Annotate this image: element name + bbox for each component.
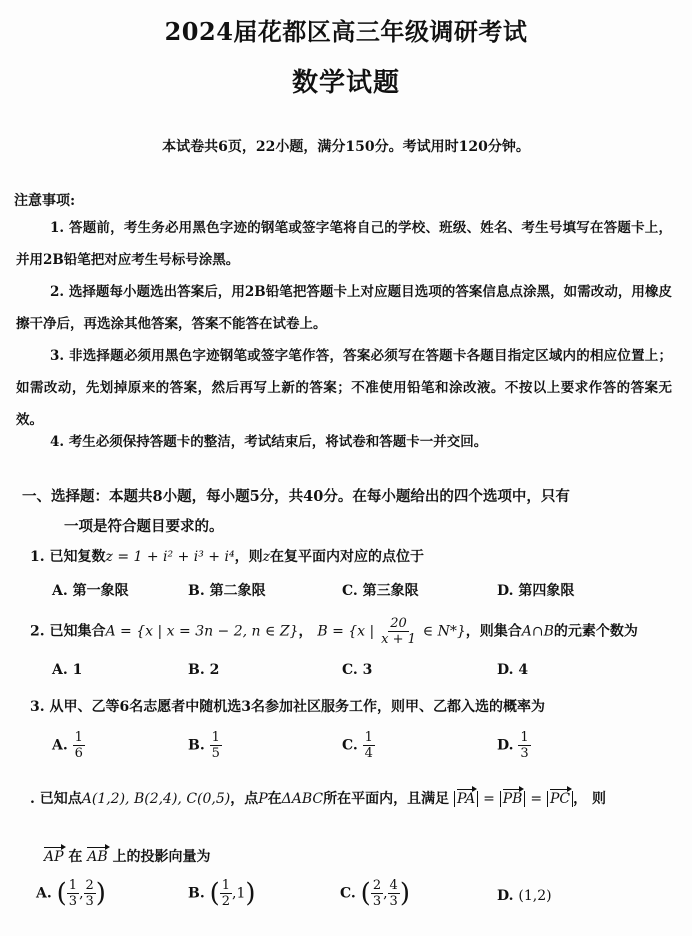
q1-option-d: D. 第四象限 — [497, 583, 575, 599]
question-number: 3. — [30, 699, 45, 715]
fraction: $\frac{20}{x + 1}$ — [381, 616, 416, 647]
notice-item-1: 1. 答题前，考生务必用黑色字迹的钢笔或签字笔将自己的学校、班级、姓名、考生号填写在答题卡上，并用2B铅笔把对应考生号标号涂黑。 — [16, 220, 672, 268]
q3-option-c: C. $\frac{1}{4}$ — [342, 730, 373, 761]
q4-option-c: C. ( $\frac{2}{3}$ , $\frac{4}{3}$ ) — [340, 878, 410, 909]
q4-option-a: A. ( $\frac{1}{3}$ , $\frac{2}{3}$ ) — [36, 878, 106, 909]
question-3: 3. 从甲、乙等6名志愿者中随机选3名参加社区服务工作，则甲、乙都入选的概率为 — [30, 699, 545, 715]
question-2: 2. 已知集合A = {x | x = 3n − 2, n ∈ Z}， B = {x | $\frac{20}{x + 1}$ ∈ N*}，则集合A∩B的元素个数为 — [30, 616, 638, 647]
q2-option-c: C. 3 — [342, 662, 373, 678]
notice-item-3: 3. 非选择题必须用黑色字迹钢笔或签字笔作答，答案必须写在答题卡各题目指定区域内的相应位置上；如需改动，先划掉原来的答案，然后再写上新的答案；不准使用铅笔和涂改液。不按以上要求作答的答案无效。 — [16, 348, 672, 428]
formula: z = 1 + i² + i³ + i⁴ — [105, 549, 235, 565]
q2-option-d: D. 4 — [497, 662, 529, 678]
exam-title: 2024届花都区高三年级调研考试 — [164, 17, 528, 46]
notice-title: 注意事项: — [14, 193, 76, 209]
question-number: 1. — [30, 549, 45, 565]
q3-option-a: A. $\frac{1}{6}$ — [52, 730, 83, 761]
q2-option-b: B. 2 — [188, 662, 220, 678]
q4-option-b: B. ( $\frac{1}{2}$ ,1) — [188, 878, 256, 909]
q3-option-b: B. $\frac{1}{5}$ — [188, 730, 220, 761]
question-number: 2. — [30, 623, 45, 640]
q1-option-c: C. 第三象限 — [342, 583, 419, 599]
exam-intro: 本试卷共6页，22小题，满分150分。考试用时120分钟。 — [162, 139, 530, 155]
section-heading: 一、选择题：本题共8小题，每小题5分，共40分。在每小题给出的四个选项中，只有 一项是符合题目要求的。 — [22, 488, 570, 535]
exam-subtitle: 数学试题 — [291, 68, 400, 98]
notice-item-4: 4. 考生必须保持答题卡的整洁，考试结束后，将试卷和答题卡一并交回。 — [50, 434, 488, 450]
question-number: . — [30, 791, 35, 807]
question-4-line2: AP 在 AB 上的投影向量为 — [44, 849, 211, 865]
notice-item-2: 2. 选择题每小题选出答案后，用2B铅笔把答题卡上对应题目选项的答案信息点涂黑，如需改动，用橡皮擦干净后，再选涂其他答案，答案不能答在试卷上。 — [16, 284, 672, 332]
q1-option-b: B. 第二象限 — [188, 583, 266, 599]
q1-option-a: A. 第一象限 — [52, 583, 129, 599]
question-4: . 已知点A(1,2), B(2,4), C(0,5)，点P在ΔABC所在平面内，且满足 PA = PB = PC ， 则 — [30, 791, 606, 807]
question-1: 1. 已知复数z = 1 + i² + i³ + i⁴，则z在复平面内对应的点位于 — [30, 549, 424, 565]
q4-option-d: D. (1,2) — [497, 888, 552, 904]
q2-option-a: A. 1 — [52, 662, 83, 678]
q3-option-d: D. $\frac{1}{3}$ — [497, 730, 529, 761]
